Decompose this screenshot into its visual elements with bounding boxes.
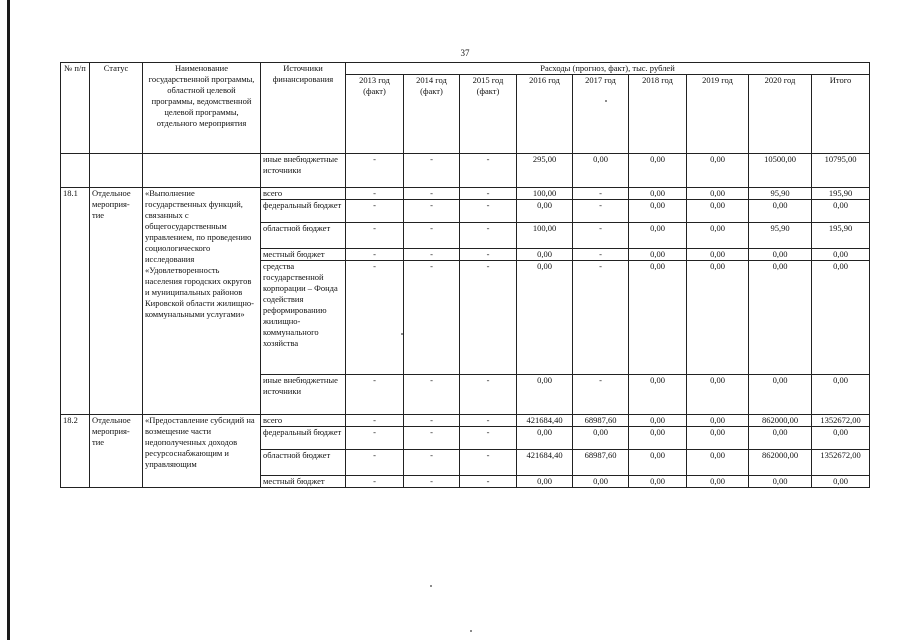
value-cell: 0,00 (687, 450, 749, 476)
value-cell: 0,00 (629, 249, 687, 261)
value-cell: 0,00 (629, 200, 687, 223)
row-number: 18.1 (61, 188, 90, 415)
cell-empty (61, 154, 90, 188)
value-cell: - (346, 450, 404, 476)
value-cell: - (460, 476, 517, 488)
value-cell: 195,90 (812, 223, 870, 249)
row-number: 18.2 (61, 415, 90, 488)
value-cell: 421684,40 (517, 450, 573, 476)
value-cell: 68987,60 (573, 450, 629, 476)
value-cell: 0,00 (687, 223, 749, 249)
row-name: «Выполнение государственных функций, связанных с общегосударственным управлением, по проведению социологического исследования «Удовлетворенность населения городских округов и муниципальных районов Кировской области жилищно-коммунальными услугами» (143, 188, 261, 415)
header-year-2016: 2016 год (517, 75, 573, 154)
value-cell: 1352672,00 (812, 415, 870, 427)
value-cell: - (460, 375, 517, 415)
value-cell: 0,00 (687, 427, 749, 450)
value-cell: 295,00 (517, 154, 573, 188)
value-cell: 0,00 (573, 154, 629, 188)
scan-speck (605, 100, 607, 102)
value-cell: 0,00 (629, 261, 687, 375)
value-cell: 862000,00 (749, 415, 812, 427)
value-cell: 0,00 (629, 476, 687, 488)
scan-speck (401, 333, 403, 335)
budget-table (60, 62, 870, 488)
header-year-2015: 2015 год (факт) (460, 75, 517, 154)
value-cell: - (573, 375, 629, 415)
value-cell: - (404, 249, 460, 261)
value-cell: 95,90 (749, 223, 812, 249)
value-cell: 0,00 (749, 261, 812, 375)
value-cell: - (573, 249, 629, 261)
value-cell: 0,00 (687, 375, 749, 415)
header-expenses: Расходы (прогноз, факт), тыс. рублей (346, 63, 870, 75)
value-cell: - (460, 249, 517, 261)
value-cell: - (404, 375, 460, 415)
value-cell: - (404, 450, 460, 476)
value-cell: - (460, 188, 517, 200)
header-year-2013: 2013 год (факт) (346, 75, 404, 154)
scan-speck (430, 585, 432, 587)
value-cell: 0,00 (573, 427, 629, 450)
header-num: № п/п (61, 63, 90, 154)
header-name: Наименование государственной программы, областной целевой программы, ведомственной целевой программы, отдельного мероприятия (143, 63, 261, 154)
value-cell: - (460, 450, 517, 476)
header-year-2017: 2017 год (573, 75, 629, 154)
value-cell: 68987,60 (573, 415, 629, 427)
source-label: областной бюджет (261, 450, 346, 476)
value-cell: 0,00 (573, 476, 629, 488)
value-cell: 0,00 (517, 200, 573, 223)
row-name: «Предоставление субсидий на возмещение части недополученных доходов ресурсоснабжающим и управляющим (143, 415, 261, 488)
source-label: иные внебюджетные источники (261, 375, 346, 415)
value-cell: 0,00 (812, 476, 870, 488)
header-total: Итого (812, 75, 870, 154)
header-year-2014: 2014 год (факт) (404, 75, 460, 154)
value-cell: 0,00 (517, 249, 573, 261)
value-cell: - (460, 200, 517, 223)
value-cell: 0,00 (687, 415, 749, 427)
value-cell: - (346, 223, 404, 249)
value-cell: 0,00 (629, 223, 687, 249)
value-cell: - (460, 427, 517, 450)
value-cell: 0,00 (812, 261, 870, 375)
value-cell: 0,00 (749, 200, 812, 223)
value-cell: - (346, 427, 404, 450)
value-cell: - (573, 223, 629, 249)
value-cell: - (404, 188, 460, 200)
header-status: Статус (90, 63, 143, 154)
source-label: федеральный бюджет (261, 427, 346, 450)
value-cell: - (404, 154, 460, 188)
value-cell: - (573, 261, 629, 375)
value-cell: 0,00 (687, 154, 749, 188)
value-cell: 0,00 (687, 188, 749, 200)
value-cell: - (346, 249, 404, 261)
value-cell: - (404, 200, 460, 223)
value-cell: - (460, 415, 517, 427)
cell-empty (90, 154, 143, 188)
value-cell: 0,00 (687, 249, 749, 261)
value-cell: 195,90 (812, 188, 870, 200)
value-cell: 0,00 (517, 476, 573, 488)
value-cell: 0,00 (629, 427, 687, 450)
page-number: 37 (460, 48, 470, 58)
value-cell: 0,00 (749, 249, 812, 261)
value-cell: - (573, 188, 629, 200)
value-cell: 421684,40 (517, 415, 573, 427)
value-cell: 0,00 (687, 200, 749, 223)
page-left-edge (7, 0, 10, 640)
value-cell: 10500,00 (749, 154, 812, 188)
source-label: местный бюджет (261, 476, 346, 488)
value-cell: 0,00 (812, 375, 870, 415)
table-row (61, 154, 870, 188)
header-year-2018: 2018 год (629, 75, 687, 154)
value-cell: 1352672,00 (812, 450, 870, 476)
source-label: федеральный бюджет (261, 200, 346, 223)
value-cell: - (346, 375, 404, 415)
row-status: Отдельное мероприя-тие (90, 188, 143, 415)
value-cell: - (404, 427, 460, 450)
value-cell: 0,00 (687, 261, 749, 375)
value-cell: 0,00 (517, 261, 573, 375)
value-cell: - (346, 261, 404, 375)
header-year-2020: 2020 год (749, 75, 812, 154)
value-cell: - (346, 188, 404, 200)
value-cell: 0,00 (517, 427, 573, 450)
value-cell: - (404, 476, 460, 488)
value-cell: - (404, 223, 460, 249)
row-status: Отдельное мероприя-тие (90, 415, 143, 488)
source-label: областной бюджет (261, 223, 346, 249)
value-cell: 0,00 (629, 415, 687, 427)
value-cell: 0,00 (749, 427, 812, 450)
value-cell: 0,00 (749, 476, 812, 488)
source-label: местный бюджет (261, 249, 346, 261)
value-cell: 95,90 (749, 188, 812, 200)
value-cell: 0,00 (629, 154, 687, 188)
source-label: всего (261, 188, 346, 200)
value-cell: 0,00 (812, 427, 870, 450)
table-row (61, 415, 870, 427)
value-cell: - (460, 223, 517, 249)
value-cell: - (346, 476, 404, 488)
value-cell: - (346, 200, 404, 223)
value-cell: 0,00 (687, 476, 749, 488)
value-cell: - (460, 261, 517, 375)
value-cell: - (346, 154, 404, 188)
value-cell: 0,00 (812, 200, 870, 223)
value-cell: 100,00 (517, 223, 573, 249)
value-cell: 862000,00 (749, 450, 812, 476)
value-cell: 0,00 (629, 188, 687, 200)
value-cell: 10795,00 (812, 154, 870, 188)
source-label: средства государственной корпорации – Фонда содействия реформированию жилищно-коммунального хозяйства (261, 261, 346, 375)
value-cell: 0,00 (629, 375, 687, 415)
cell-empty (143, 154, 261, 188)
source-label: всего (261, 415, 346, 427)
value-cell: - (573, 200, 629, 223)
value-cell: 0,00 (749, 375, 812, 415)
value-cell: 0,00 (629, 450, 687, 476)
value-cell: - (404, 415, 460, 427)
value-cell: 100,00 (517, 188, 573, 200)
header-sources: Источники финансирования (261, 63, 346, 154)
scan-speck (470, 630, 472, 632)
value-cell: - (346, 415, 404, 427)
source-label: иные внебюджетные источники (261, 154, 346, 188)
table-row (61, 188, 870, 200)
header-year-2019: 2019 год (687, 75, 749, 154)
value-cell: 0,00 (812, 249, 870, 261)
value-cell: 0,00 (517, 375, 573, 415)
value-cell: - (460, 154, 517, 188)
value-cell: - (404, 261, 460, 375)
